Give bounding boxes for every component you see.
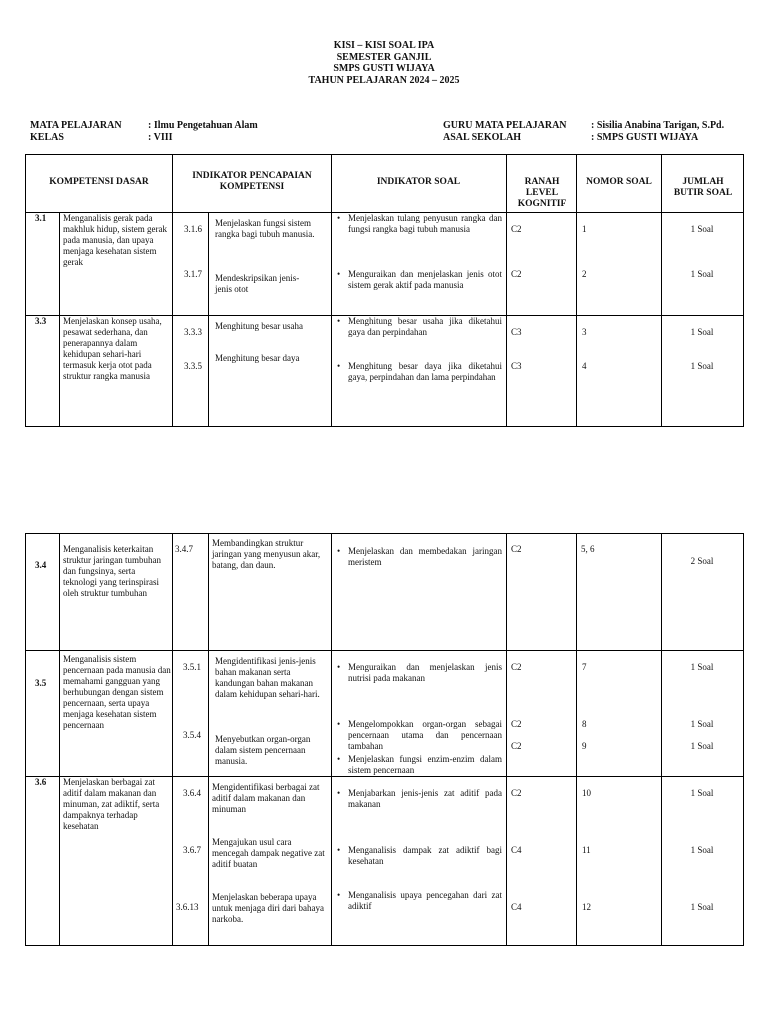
nomor-soal: 9 bbox=[582, 741, 587, 751]
title-line-2: SEMESTER GANJIL bbox=[336, 51, 432, 63]
kd-number: 3.5 bbox=[35, 678, 47, 688]
ipk-text: Membandingkan struktur jaringan yang menyusun akar, batang, dan daun. bbox=[212, 538, 321, 570]
indikator-soal: • Menghitung besar usaha jika diketahui gaya dan perpindahan bbox=[348, 316, 502, 338]
nomor-soal: 12 bbox=[582, 902, 591, 912]
guru-value: : Sisilia Anabina Tarigan, S.Pd. bbox=[591, 120, 725, 131]
ranah: C4 bbox=[511, 845, 522, 855]
jumlah-soal: 2 Soal bbox=[690, 556, 714, 566]
ranah: C2 bbox=[511, 741, 522, 751]
title-line-3: SMPS GUSTI WIJAYA bbox=[333, 63, 435, 74]
sekolah-value: : SMPS GUSTI WIJAYA bbox=[591, 131, 699, 143]
kd-number: 3.3 bbox=[35, 316, 47, 326]
jumlah-soal: 1 Soal bbox=[690, 845, 714, 855]
ranah: C2 bbox=[511, 269, 522, 279]
kd-text: Menjelaskan berbagai zat aditif dalam makanan dan minuman, zat adiktif, serta dampaknya terhadap kesehatan bbox=[63, 777, 160, 831]
ipk-number: 3.6.4 bbox=[183, 788, 201, 798]
ranah: C2 bbox=[511, 224, 522, 234]
kelas-label: KELAS bbox=[30, 131, 64, 143]
jumlah-soal: 1 Soal bbox=[690, 902, 714, 912]
ranah: C3 bbox=[511, 327, 522, 337]
header-indikator-pencapaian: INDIKATOR PENCAPAIAN KOMPETENSI bbox=[192, 171, 312, 192]
guru-label: GURU MATA PELAJARAN bbox=[443, 120, 567, 131]
indikator-soal: • Menguraikan dan menjelaskan jenis nutrisi pada makanan bbox=[348, 662, 502, 684]
ipk-number: 3.3.3 bbox=[184, 327, 202, 337]
ipk-number: 3.3.5 bbox=[184, 361, 202, 371]
header-indikator-soal: INDIKATOR SOAL bbox=[376, 177, 461, 187]
nomor-soal: 8 bbox=[582, 719, 587, 729]
jumlah-soal: 1 Soal bbox=[690, 361, 714, 371]
nomor-soal: 3 bbox=[582, 327, 587, 337]
title-line-4: TAHUN PELAJARAN 2024 – 2025 bbox=[308, 74, 460, 86]
indikator-soal: • Menjabarkan jenis-jenis zat aditif pada makanan bbox=[348, 788, 502, 810]
kd-text: Menganalisis keterkaitan struktur jaringan tumbuhan dan fungsinya, serta teknologi yang terinspirasi oleh struktur tumbuhan bbox=[63, 544, 161, 598]
indikator-soal: • Menghitung besar daya jika diketahui gaya, perpindahan dan lama perpindahan bbox=[348, 361, 502, 383]
ipk-number: 3.6.13 bbox=[176, 902, 199, 912]
jumlah-soal: 1 Soal bbox=[690, 741, 714, 751]
kd-number: 3.1 bbox=[35, 213, 47, 223]
ipk-number: 3.1.7 bbox=[184, 269, 202, 279]
ipk-text: Menghitung besar usaha bbox=[215, 321, 303, 331]
ranah: C2 bbox=[511, 662, 522, 672]
kd-text: Menganalisis sistem pencernaan pada manusia dan memahami gangguan yang berhubungan dengan sistem pencernaan, serta upaya menjaga kesehatan sistem pencernaan bbox=[63, 654, 171, 730]
ranah: C2 bbox=[511, 719, 522, 729]
ipk-text: Mendeskripsikan jenis-jenis otot bbox=[215, 273, 300, 294]
title-line-1: KISI – KISI SOAL IPA bbox=[333, 40, 435, 51]
kd-text: Menganalisis gerak pada makhluk hidup, sistem gerak pada manusia, dan upaya menjaga kesehatan sistem gerak bbox=[63, 213, 167, 267]
ipk-text: Menghitung besar daya bbox=[215, 353, 300, 363]
ipk-number: 3.4.7 bbox=[175, 544, 193, 554]
sekolah-label: ASAL SEKOLAH bbox=[443, 131, 522, 143]
header-nomor-soal: NOMOR SOAL bbox=[586, 177, 652, 187]
ipk-number: 3.5.4 bbox=[183, 730, 201, 740]
indikator-soal: • Menguraikan dan menjelaskan jenis otot sistem gerak aktif pada manusia bbox=[348, 269, 502, 291]
ranah: C4 bbox=[511, 902, 522, 912]
nomor-soal: 10 bbox=[582, 788, 591, 798]
kisi-table-page-2 bbox=[25, 533, 744, 946]
indikator-soal: • Menjelaskan tulang penyusun rangka dan fungsi rangka bagi tubuh manusia bbox=[348, 213, 502, 235]
mapel-value: : Ilmu Pengetahuan Alam bbox=[148, 120, 258, 131]
ipk-text: Mengidentifikasi berbagai zat aditif dalam makanan dan minuman bbox=[212, 782, 320, 814]
indikator-soal: • Menjelaskan dan membedakan jaringan meristem bbox=[348, 546, 502, 568]
indikator-soal: • Menjelaskan fungsi enzim-enzim dalam sistem pencernaan bbox=[348, 754, 502, 776]
nomor-soal: 2 bbox=[582, 269, 587, 279]
header-kompetensi-dasar: KOMPETENSI DASAR bbox=[49, 177, 149, 187]
ipk-number: 3.1.6 bbox=[184, 224, 202, 234]
ipk-text: Menjelaskan beberapa upaya untuk menjaga diri dari bahaya narkoba. bbox=[212, 892, 324, 924]
jumlah-soal: 1 Soal bbox=[690, 269, 714, 279]
info-left bbox=[30, 120, 258, 143]
header-ranah-level: RANAH LEVEL KOGNITIF bbox=[517, 177, 567, 209]
indikator-soal: • Menganalisis dampak zat adiktif bagi kesehatan bbox=[348, 845, 502, 867]
nomor-soal: 7 bbox=[582, 662, 587, 672]
nomor-soal: 11 bbox=[582, 845, 591, 855]
jumlah-soal: 1 Soal bbox=[690, 662, 714, 672]
ranah: C2 bbox=[511, 788, 522, 798]
kd-text: Menjelaskan konsep usaha, pesawat sederhana, dan penerapannya dalam kehidupan sehari-hari termasuk kerja otot pada struktur rangka manusia bbox=[63, 316, 162, 381]
info-right bbox=[443, 120, 724, 143]
ipk-text: Mengidentifikasi jenis-jenis bahan makanan serta kandungan bahan makanan dalam kehidupan sehari-hari. bbox=[215, 656, 320, 699]
kd-number: 3.4 bbox=[35, 560, 47, 570]
kelas-value: : VIII bbox=[148, 131, 173, 143]
indikator-soal: • Menganalisis upaya pencegahan dari zat adiktif bbox=[348, 890, 502, 912]
jumlah-soal: 1 Soal bbox=[690, 788, 714, 798]
nomor-soal: 5, 6 bbox=[581, 544, 595, 554]
nomor-soal: 1 bbox=[582, 224, 587, 234]
kd-number: 3.6 bbox=[35, 777, 47, 787]
nomor-soal: 4 bbox=[582, 361, 587, 371]
mapel-label: MATA PELAJARAN bbox=[30, 120, 122, 131]
header-jumlah-butir: JUMLAH BUTIR SOAL bbox=[673, 177, 733, 198]
indikator-soal: • Mengelompokkan organ-organ sebagai pencernaan utama dan pencernaan tambahan bbox=[348, 719, 502, 752]
ipk-number: 3.5.1 bbox=[183, 662, 201, 672]
ranah: C3 bbox=[511, 361, 522, 371]
document-title bbox=[0, 40, 768, 86]
jumlah-soal: 1 Soal bbox=[690, 224, 714, 234]
kisi-table-page-1 bbox=[25, 154, 744, 427]
ipk-text: Menjelaskan fungsi sistem rangka bagi tubuh manusia. bbox=[215, 218, 315, 239]
ipk-number: 3.6.7 bbox=[183, 845, 201, 855]
ipk-text: Mengajukan usul cara mencegah dampak negative zat aditif buatan bbox=[212, 837, 325, 869]
jumlah-soal: 1 Soal bbox=[690, 719, 714, 729]
ranah: C2 bbox=[511, 544, 522, 554]
jumlah-soal: 1 Soal bbox=[690, 327, 714, 337]
ipk-text: Menyebutkan organ-organ dalam sistem pencernaan manusia. bbox=[215, 734, 311, 766]
